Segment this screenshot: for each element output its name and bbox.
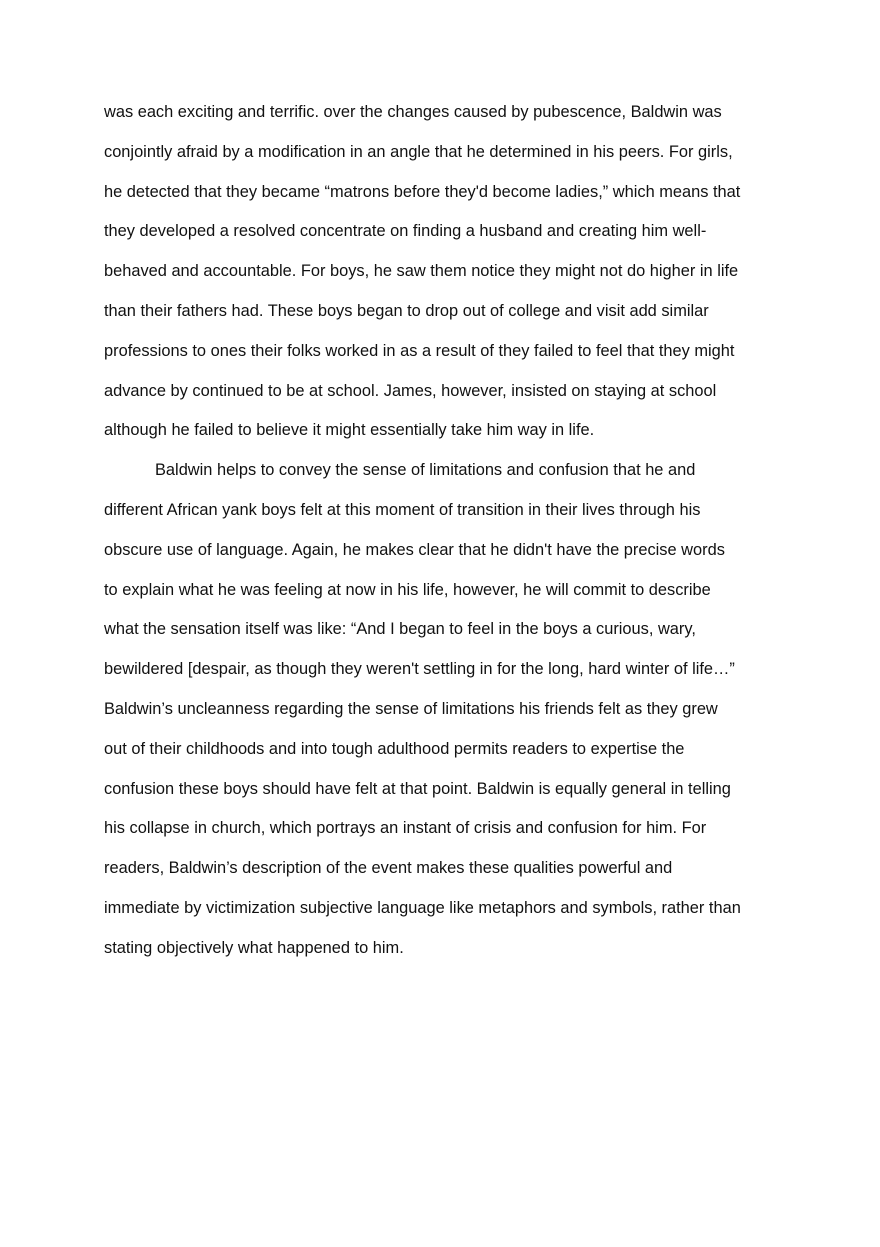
text-line: his collapse in church, which portrays an instant of crisis and confusion for him. For: [104, 819, 707, 838]
text-line: than their fathers had. These boys began to drop out of college and visit add similar: [104, 301, 709, 320]
text-line-indented: Baldwin helps to convey the sense of limitations and confusion that he and: [155, 461, 696, 480]
text-line: obscure use of language. Again, he makes clear that he didn't have the precise words: [104, 540, 725, 559]
text-line: he detected that they became “matrons before they'd become ladies,” which means that: [104, 182, 741, 201]
text-line: stating objectively what happened to him.: [104, 938, 404, 957]
text-line: Baldwin’s uncleanness regarding the sense of limitations his friends felt as they grew: [104, 699, 718, 718]
text-line: was each exciting and terrific. over the changes caused by pubescence, Baldwin was: [104, 103, 722, 121]
text-line: what the sensation itself was like: “And I began to feel in the boys a curious, wary,: [104, 620, 696, 639]
text-line: out of their childhoods and into tough adulthood permits readers to expertise the: [104, 739, 685, 758]
text-line: conjointly afraid by a modification in an angle that he determined in his peers. For girls,: [104, 142, 733, 161]
paragraph-2: [104, 451, 794, 968]
text-line: behaved and accountable. For boys, he saw them notice they might not do higher in life: [104, 262, 739, 281]
paragraph-1: [104, 93, 794, 451]
text-line: to explain what he was feeling at now in his life, however, he will commit to describe: [104, 580, 711, 599]
text-line: bewildered [despair, as though they weren't settling in for the long, hard winter of life…”: [104, 660, 735, 679]
text-line: although he failed to believe it might essentially take him way in life.: [104, 421, 595, 440]
text-line: they developed a resolved concentrate on finding a husband and creating him well-: [104, 222, 707, 241]
text-line: professions to ones their folks worked in as a result of they failed to feel that they might: [104, 341, 735, 360]
text-line: immediate by victimization subjective language like metaphors and symbols, rather than: [104, 898, 741, 917]
text-line: different African yank boys felt at this moment of transition in their lives through his: [104, 500, 701, 519]
text-line: confusion these boys should have felt at that point. Baldwin is equally general in telling: [104, 779, 731, 798]
document-body: [104, 93, 794, 969]
text-line: advance by continued to be at school. James, however, insisted on staying at school: [104, 381, 717, 400]
text-line: readers, Baldwin’s description of the event makes these qualities powerful and: [104, 859, 673, 878]
